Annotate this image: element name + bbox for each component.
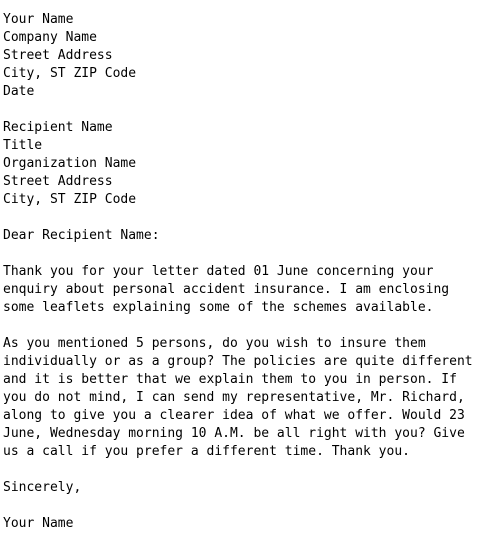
paragraph-1 — [3, 263, 487, 317]
paragraph-line: enquiry about personal accident insurance. I am enclosing — [3, 282, 450, 297]
signature: Your Name — [3, 516, 74, 531]
sender-city: City, ST ZIP Code — [3, 66, 137, 81]
paragraph-line: Thank you for your letter dated 01 June concerning your — [3, 264, 434, 279]
spacer — [3, 209, 487, 227]
sender-block — [3, 11, 487, 101]
spacer — [3, 245, 487, 263]
spacer — [3, 461, 487, 479]
sender-name: Your Name — [3, 12, 74, 27]
paragraph-line: some leaflets explaining some of the schemes available. — [3, 300, 434, 315]
paragraph-line: along to give you a clearer idea of what we offer. Would 23 — [3, 408, 465, 423]
recipient-organization: Organization Name — [3, 156, 137, 171]
recipient-city: City, ST ZIP Code — [3, 192, 137, 207]
spacer — [3, 101, 487, 119]
spacer — [3, 317, 487, 335]
recipient-title: Title — [3, 138, 43, 153]
paragraph-line: individually or as a group? The policies are quite different — [3, 354, 473, 369]
sender-street: Street Address — [3, 48, 113, 63]
recipient-street: Street Address — [3, 174, 113, 189]
sender-company: Company Name — [3, 30, 97, 45]
paragraph-line: you do not mind, I can send my representative, Mr. Richard, — [3, 390, 465, 405]
letter-date: Date — [3, 84, 35, 99]
paragraph-2 — [3, 335, 487, 461]
letter-body — [3, 11, 487, 533]
paragraph-line: As you mentioned 5 persons, do you wish to insure them — [3, 336, 426, 351]
spacer — [3, 497, 487, 515]
paragraph-line: June, Wednesday morning 10 A.M. be all right with you? Give — [3, 426, 465, 441]
salutation: Dear Recipient Name: — [3, 228, 160, 243]
recipient-name: Recipient Name — [3, 120, 113, 135]
recipient-block — [3, 119, 487, 209]
paragraph-line: and it is better that we explain them to you in person. If — [3, 372, 457, 387]
paragraph-line: us a call if you prefer a different time. Thank you. — [3, 444, 410, 459]
closing: Sincerely, — [3, 480, 82, 495]
